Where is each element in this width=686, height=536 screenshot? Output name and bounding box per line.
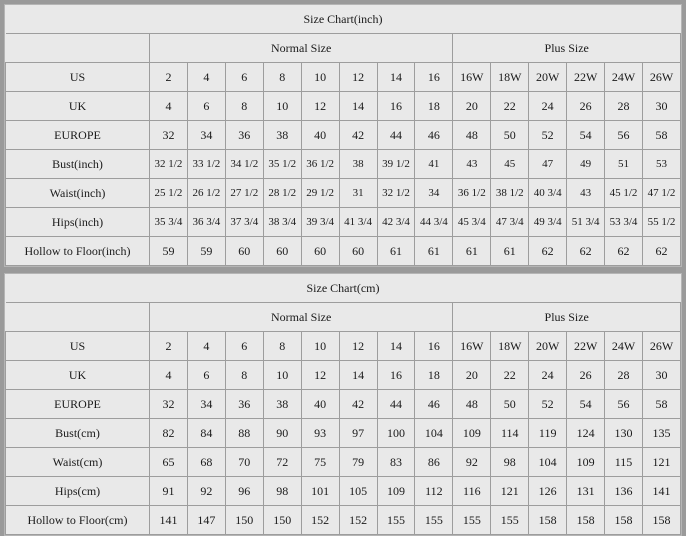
cell: 104: [529, 448, 567, 477]
cell: 56: [605, 121, 643, 150]
table-group-row: [6, 34, 681, 63]
cell: 14: [339, 361, 377, 390]
cell: 2: [150, 332, 188, 361]
cell: 4: [150, 361, 188, 390]
cell: 61: [377, 237, 415, 266]
cell: 38 3/4: [263, 208, 301, 237]
cell: 4: [187, 332, 225, 361]
cell: 36: [225, 121, 263, 150]
cell: 86: [415, 448, 453, 477]
cell: 61: [415, 237, 453, 266]
cell: 92: [187, 477, 225, 506]
cell: 24W: [605, 63, 643, 92]
cell: 34 1/2: [225, 150, 263, 179]
cell: 109: [377, 477, 415, 506]
cell: 6: [225, 63, 263, 92]
cell: 53: [642, 150, 680, 179]
cell: 38 1/2: [491, 179, 529, 208]
cell: 54: [567, 121, 605, 150]
cell: 42: [339, 390, 377, 419]
group-blank-cell: [6, 303, 150, 332]
cell: 131: [567, 477, 605, 506]
row-header: Bust(inch): [6, 150, 150, 179]
page-title: Size Chart(cm): [6, 274, 681, 303]
cell: 32 1/2: [150, 150, 188, 179]
cell: 16: [415, 332, 453, 361]
cell: 104: [415, 419, 453, 448]
cell: 150: [263, 506, 301, 535]
cell: 141: [642, 477, 680, 506]
cell: 26 1/2: [187, 179, 225, 208]
cell: 45 1/2: [605, 179, 643, 208]
cell: 55 1/2: [642, 208, 680, 237]
cell: 12: [339, 332, 377, 361]
cell: 14: [377, 332, 415, 361]
cell: 135: [642, 419, 680, 448]
cell: 62: [605, 237, 643, 266]
cell: 62: [642, 237, 680, 266]
cell: 100: [377, 419, 415, 448]
cell: 62: [567, 237, 605, 266]
cell: 48: [453, 390, 491, 419]
cell: 4: [150, 92, 188, 121]
cell: 79: [339, 448, 377, 477]
cell: 60: [339, 237, 377, 266]
cell: 48: [453, 121, 491, 150]
table-row: [6, 237, 681, 266]
cell: 49 3/4: [529, 208, 567, 237]
cell: 26: [567, 361, 605, 390]
cell: 36 3/4: [187, 208, 225, 237]
row-header: US: [6, 63, 150, 92]
cell: 105: [339, 477, 377, 506]
cell: 96: [225, 477, 263, 506]
cell: 98: [263, 477, 301, 506]
row-header: UK: [6, 361, 150, 390]
cell: 35 1/2: [263, 150, 301, 179]
table-title-row: [6, 274, 681, 303]
cell: 130: [605, 419, 643, 448]
cell: 4: [187, 63, 225, 92]
cell: 34: [187, 121, 225, 150]
table-row: [6, 448, 681, 477]
cell: 32: [150, 390, 188, 419]
cell: 6: [225, 332, 263, 361]
row-header: EUROPE: [6, 390, 150, 419]
cell: 12: [301, 92, 339, 121]
cell: 51: [605, 150, 643, 179]
cell: 147: [187, 506, 225, 535]
group-header-plus: Plus Size: [453, 34, 681, 63]
cell: 112: [415, 477, 453, 506]
cell: 6: [187, 92, 225, 121]
cell: 33 1/2: [187, 150, 225, 179]
cell: 50: [491, 121, 529, 150]
cell: 41 3/4: [339, 208, 377, 237]
size-chart-inch: [4, 4, 682, 267]
cell: 18W: [491, 332, 529, 361]
cell: 39 1/2: [377, 150, 415, 179]
cell: 16: [377, 92, 415, 121]
cell: 42 3/4: [377, 208, 415, 237]
size-chart-cm-table: [5, 274, 681, 535]
row-header: UK: [6, 92, 150, 121]
cell: 97: [339, 419, 377, 448]
cell: 152: [301, 506, 339, 535]
cell: 70: [225, 448, 263, 477]
cell: 18: [415, 361, 453, 390]
cell: 121: [642, 448, 680, 477]
cell: 83: [377, 448, 415, 477]
cell: 16W: [453, 332, 491, 361]
table-row: [6, 63, 681, 92]
cell: 24: [529, 361, 567, 390]
cell: 136: [605, 477, 643, 506]
cell: 59: [150, 237, 188, 266]
row-header: US: [6, 332, 150, 361]
cell: 37 3/4: [225, 208, 263, 237]
cell: 41: [415, 150, 453, 179]
cell: 109: [567, 448, 605, 477]
cell: 75: [301, 448, 339, 477]
cell: 101: [301, 477, 339, 506]
cell: 31: [339, 179, 377, 208]
table-row: [6, 208, 681, 237]
cell: 72: [263, 448, 301, 477]
cell: 158: [642, 506, 680, 535]
cell: 61: [491, 237, 529, 266]
cell: 20W: [529, 332, 567, 361]
cell: 38: [263, 121, 301, 150]
cell: 152: [339, 506, 377, 535]
cell: 126: [529, 477, 567, 506]
cell: 50: [491, 390, 529, 419]
row-header: Waist(inch): [6, 179, 150, 208]
cell: 155: [415, 506, 453, 535]
cell: 46: [415, 390, 453, 419]
cell: 62: [529, 237, 567, 266]
cell: 42: [339, 121, 377, 150]
cell: 14: [377, 63, 415, 92]
cell: 8: [225, 361, 263, 390]
cell: 52: [529, 121, 567, 150]
cell: 47 1/2: [642, 179, 680, 208]
table-row: [6, 150, 681, 179]
cell: 10: [263, 92, 301, 121]
cell: 35 3/4: [150, 208, 188, 237]
cell: 20: [453, 92, 491, 121]
cell: 158: [605, 506, 643, 535]
row-header: Hollow to Floor(inch): [6, 237, 150, 266]
cell: 155: [453, 506, 491, 535]
table-row: [6, 477, 681, 506]
cell: 28: [605, 361, 643, 390]
cell: 40: [301, 121, 339, 150]
cell: 38: [339, 150, 377, 179]
table-group-row: [6, 303, 681, 332]
table-row: [6, 361, 681, 390]
cell: 51 3/4: [567, 208, 605, 237]
cell: 65: [150, 448, 188, 477]
cell: 26W: [642, 63, 680, 92]
row-header: Bust(cm): [6, 419, 150, 448]
cell: 93: [301, 419, 339, 448]
cell: 60: [301, 237, 339, 266]
cell: 88: [225, 419, 263, 448]
cell: 22: [491, 92, 529, 121]
row-header: Hips(cm): [6, 477, 150, 506]
cell: 150: [225, 506, 263, 535]
cell: 98: [491, 448, 529, 477]
cell: 24W: [605, 332, 643, 361]
cell: 22W: [567, 63, 605, 92]
cell: 28 1/2: [263, 179, 301, 208]
cell: 36: [225, 390, 263, 419]
cell: 29 1/2: [301, 179, 339, 208]
cell: 18: [415, 92, 453, 121]
row-header: Waist(cm): [6, 448, 150, 477]
cell: 56: [605, 390, 643, 419]
cell: 43: [453, 150, 491, 179]
cell: 155: [491, 506, 529, 535]
cell: 25 1/2: [150, 179, 188, 208]
cell: 90: [263, 419, 301, 448]
cell: 59: [187, 237, 225, 266]
cell: 16: [377, 361, 415, 390]
cell: 44: [377, 390, 415, 419]
cell: 32 1/2: [377, 179, 415, 208]
cell: 38: [263, 390, 301, 419]
cell: 45 3/4: [453, 208, 491, 237]
table-row: [6, 92, 681, 121]
cell: 22W: [567, 332, 605, 361]
cell: 26W: [642, 332, 680, 361]
cell: 44 3/4: [415, 208, 453, 237]
cell: 20: [453, 361, 491, 390]
cell: 47: [529, 150, 567, 179]
cell: 114: [491, 419, 529, 448]
cell: 12: [339, 63, 377, 92]
cell: 10: [301, 332, 339, 361]
cell: 36 1/2: [301, 150, 339, 179]
cell: 92: [453, 448, 491, 477]
cell: 8: [225, 92, 263, 121]
cell: 115: [605, 448, 643, 477]
cell: 158: [567, 506, 605, 535]
group-header-normal: Normal Size: [150, 34, 453, 63]
cell: 43: [567, 179, 605, 208]
cell: 82: [150, 419, 188, 448]
cell: 58: [642, 121, 680, 150]
cell: 26: [567, 92, 605, 121]
cell: 22: [491, 361, 529, 390]
cell: 54: [567, 390, 605, 419]
cell: 45: [491, 150, 529, 179]
cell: 2: [150, 63, 188, 92]
cell: 34: [187, 390, 225, 419]
cell: 44: [377, 121, 415, 150]
cell: 36 1/2: [453, 179, 491, 208]
row-header: EUROPE: [6, 121, 150, 150]
cell: 18W: [491, 63, 529, 92]
cell: 40 3/4: [529, 179, 567, 208]
cell: 49: [567, 150, 605, 179]
cell: 119: [529, 419, 567, 448]
page-title: Size Chart(inch): [6, 5, 681, 34]
cell: 32: [150, 121, 188, 150]
cell: 109: [453, 419, 491, 448]
cell: 155: [377, 506, 415, 535]
cell: 30: [642, 92, 680, 121]
cell: 53 3/4: [605, 208, 643, 237]
cell: 124: [567, 419, 605, 448]
row-header: Hips(inch): [6, 208, 150, 237]
row-header: Hollow to Floor(cm): [6, 506, 150, 535]
cell: 46: [415, 121, 453, 150]
table-row: [6, 390, 681, 419]
size-chart-inch-table: [5, 5, 681, 266]
cell: 27 1/2: [225, 179, 263, 208]
table-title-row: [6, 5, 681, 34]
cell: 121: [491, 477, 529, 506]
cell: 16W: [453, 63, 491, 92]
cell: 52: [529, 390, 567, 419]
cell: 68: [187, 448, 225, 477]
cell: 20W: [529, 63, 567, 92]
cell: 24: [529, 92, 567, 121]
size-chart-cm: [4, 273, 682, 536]
cell: 8: [263, 63, 301, 92]
cell: 39 3/4: [301, 208, 339, 237]
cell: 6: [187, 361, 225, 390]
cell: 34: [415, 179, 453, 208]
cell: 12: [301, 361, 339, 390]
cell: 58: [642, 390, 680, 419]
table-row: [6, 506, 681, 535]
cell: 30: [642, 361, 680, 390]
group-header-normal: Normal Size: [150, 303, 453, 332]
group-blank-cell: [6, 34, 150, 63]
cell: 141: [150, 506, 188, 535]
cell: 61: [453, 237, 491, 266]
cell: 10: [263, 361, 301, 390]
cell: 47 3/4: [491, 208, 529, 237]
cell: 14: [339, 92, 377, 121]
cell: 8: [263, 332, 301, 361]
cell: 116: [453, 477, 491, 506]
cell: 60: [263, 237, 301, 266]
cell: 16: [415, 63, 453, 92]
cell: 40: [301, 390, 339, 419]
table-row: [6, 332, 681, 361]
table-row: [6, 121, 681, 150]
cell: 28: [605, 92, 643, 121]
cell: 10: [301, 63, 339, 92]
cell: 60: [225, 237, 263, 266]
cell: 158: [529, 506, 567, 535]
table-row: [6, 419, 681, 448]
cell: 84: [187, 419, 225, 448]
cell: 91: [150, 477, 188, 506]
table-row: [6, 179, 681, 208]
group-header-plus: Plus Size: [453, 303, 681, 332]
